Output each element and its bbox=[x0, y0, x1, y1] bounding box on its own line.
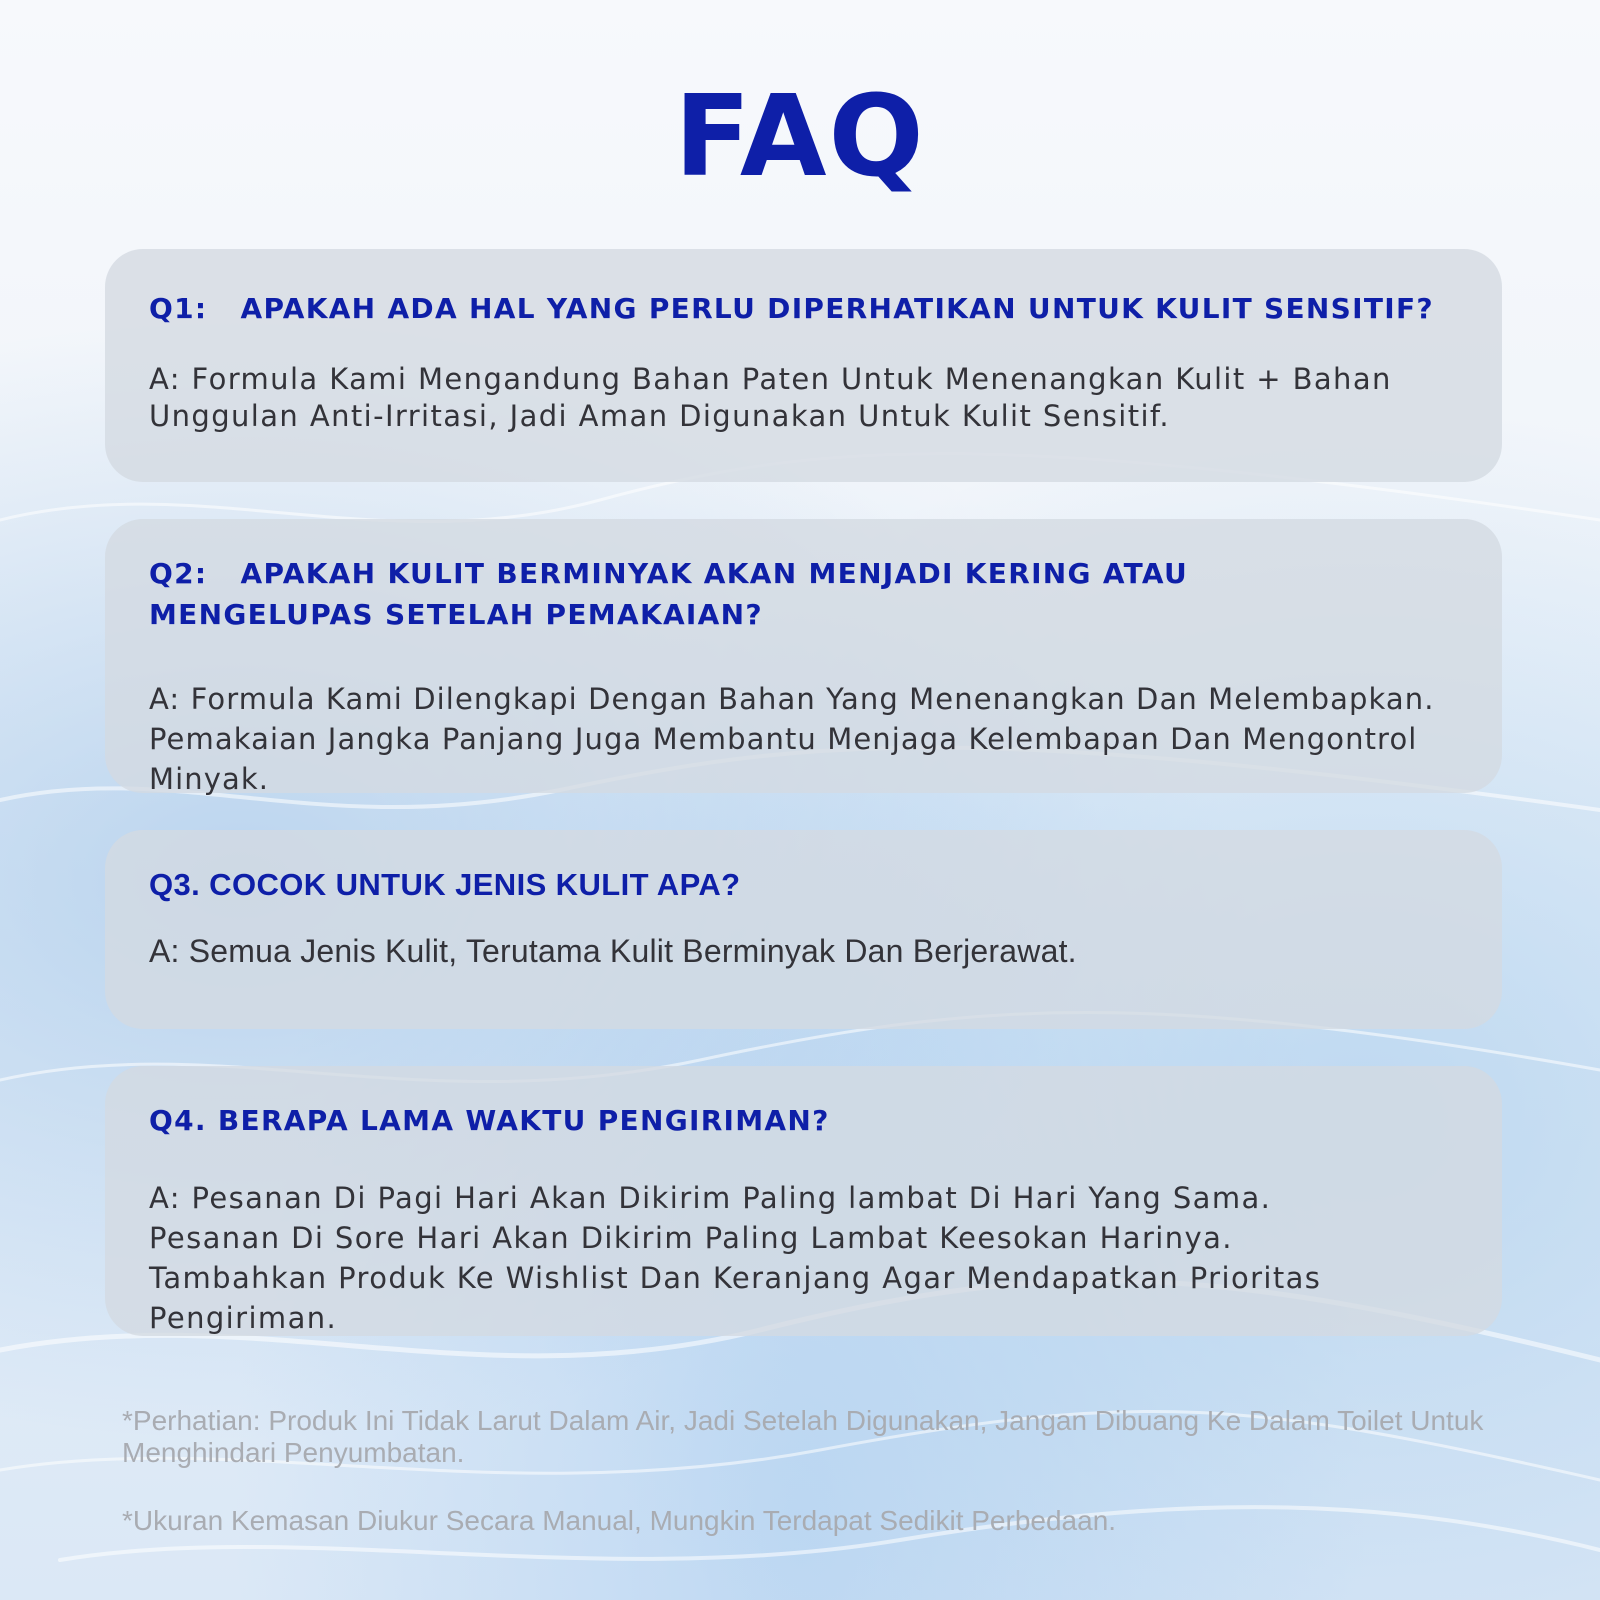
faq-card-3 bbox=[105, 830, 1502, 1029]
faq-question-2: Q2: APAKAH KULIT BERMINYAK AKAN MENJADI KERING ATAU MENGELUPAS SETELAH PEMAKAIAN? bbox=[149, 557, 1200, 631]
faq-answer-3: A: Semua Jenis Kulit, Terutama Kulit Berminyak Dan Berjerawat. bbox=[149, 933, 1077, 969]
faq-answer-4: A: Pesanan Di Pagi Hari Akan Dikirim Paling lambat Di Hari Yang Sama. Pesanan Di Sore Hari Akan Dikirim Paling Lambat Keesokan Harinya. Tambahkan Produk Ke Wishlist Dan Keranjang Agar Mendapatkan Prioritas Pengiriman. bbox=[149, 1181, 1322, 1335]
faq-answer-2: A: Formula Kami Dilengkapi Dengan Bahan Yang Menenangkan Dan Melembapkan. Pemakaian Jangka Panjang Juga Membantu Menjaga Kelembapan Dan Mengontrol Minyak. bbox=[149, 682, 1435, 796]
faq-card-4 bbox=[105, 1066, 1502, 1336]
faq-question-4: Q4. BERAPA LAMA WAKTU PENGIRIMAN? bbox=[149, 1104, 830, 1137]
faq-question-3: Q3. COCOK UNTUK JENIS KULIT APA? bbox=[149, 867, 741, 902]
faq-card-1 bbox=[105, 249, 1502, 482]
page-title: FAQ bbox=[674, 72, 926, 202]
disclaimer-note: *Perhatian: Produk Ini Tidak Larut Dalam Air, Jadi Setelah Digunakan, Jangan Dibuang Ke Dalam Toilet Untuk Menghindari Penyumbatan. bbox=[122, 1405, 1484, 1468]
packaging-note: *Ukuran Kemasan Diukur Secara Manual, Mungkin Terdapat Sedikit Perbedaan. bbox=[122, 1505, 1117, 1536]
faq-answer-1: A: Formula Kami Mengandung Bahan Paten Untuk Menenangkan Kulit + Bahan Unggulan Anti-Irritasi, Jadi Aman Digunakan Untuk Kulit Sensitif. bbox=[149, 362, 1392, 433]
faq-question-1: Q1: APAKAH ADA HAL YANG PERLU DIPERHATIKAN UNTUK KULIT SENSITIF? bbox=[149, 292, 1434, 325]
faq-card-2 bbox=[105, 519, 1502, 796]
